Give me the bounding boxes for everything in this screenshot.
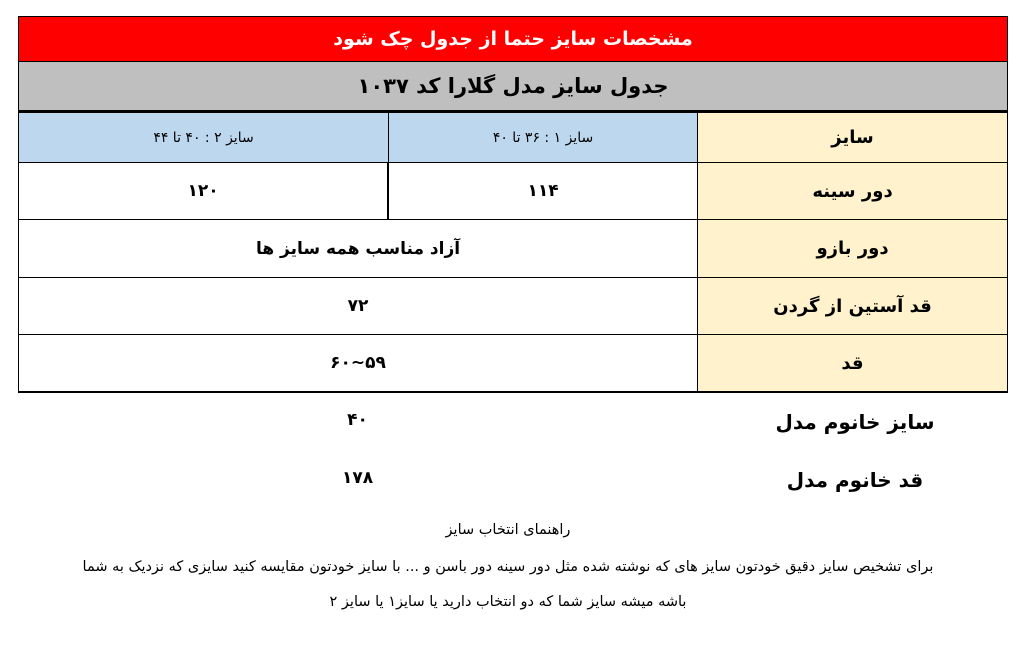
size-guide-line-2: باشه میشه سایز شما که دو انتخاب دارید یا سایز۱ یا سایز ۲: [329, 594, 687, 610]
size-guide-line-1: برای تشخیص سایز دقیق خودتون سایز های که نوشته شده مثل دور سینه دور باسن و ... با سایز خودتون مقایسه کنید سایزی که نزدیک به شما: [82, 559, 934, 575]
chest-size-1-value: ۱۱۴: [388, 163, 697, 220]
length-value: ۵۹~۶۰: [18, 335, 697, 393]
model-height-label: قد خانوم مدل: [786, 468, 924, 492]
row-label-arm: دور بازو: [697, 220, 1008, 278]
row-label-length: قد: [697, 335, 1008, 393]
model-height-value: ۱۷۸: [341, 468, 374, 488]
model-size-value: ۴۰: [347, 410, 368, 430]
size-guide-title: راهنمای انتخاب سایز: [445, 522, 571, 538]
row-label-chest: دور سینه: [697, 163, 1008, 220]
size-1-range: سایز ۱ : ۳۶ تا ۴۰: [388, 111, 697, 163]
sleeve-length-value: ۷۲: [18, 278, 697, 335]
row-label-sleeve-length: قد آستین از گردن: [697, 278, 1008, 335]
model-size-label: سایز خانوم مدل: [775, 410, 935, 434]
chest-size-2-value: ۱۲۰: [18, 163, 388, 220]
table-subtitle: جدول سایز مدل گلارا کد ۱۰۳۷: [18, 62, 1008, 111]
table-title: مشخصات سایز حتما از جدول چک شود: [18, 16, 1008, 62]
arm-value: آزاد مناسب همه سایز ها: [18, 220, 697, 278]
row-label-size: سایز: [697, 111, 1008, 163]
size-2-range: سایز ۲ : ۴۰ تا ۴۴: [18, 111, 388, 163]
